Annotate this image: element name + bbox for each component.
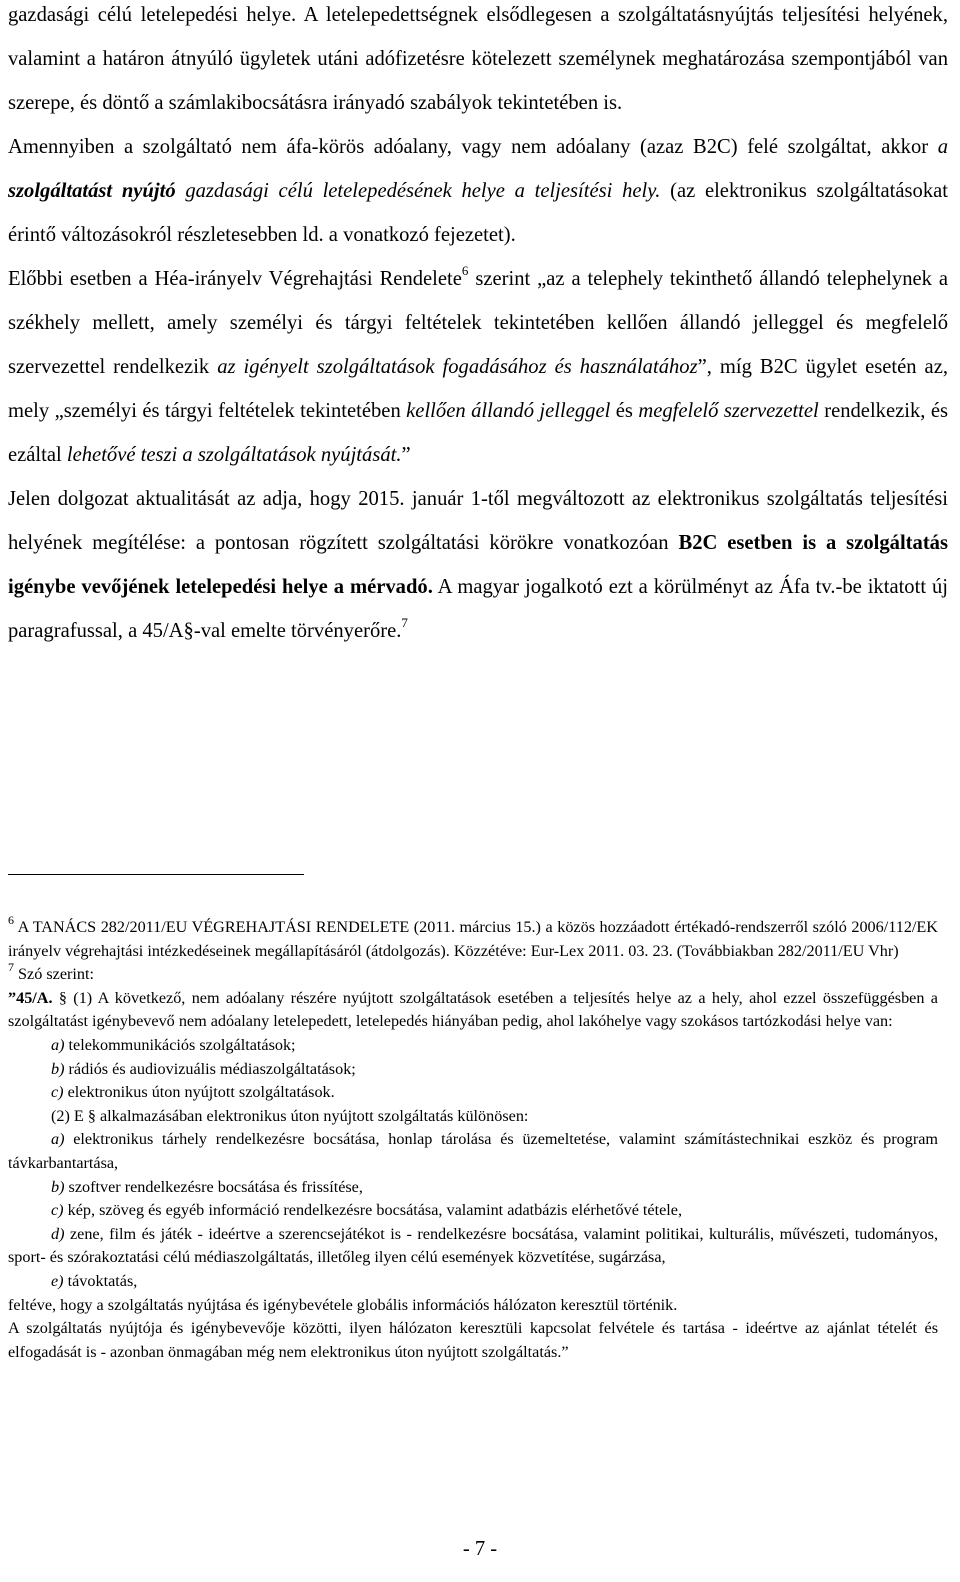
law-e-item-d: d) zene, film és játék - ideértve a szerencsejátékot is - rendelkezésre bocsátása, valamint politikai, kulturális, művészeti, tudományos, sport- és szórakoztatási célú médiaszolgáltatás, illetőleg ilyen célú események közvetítése, sugárzása,: [8, 1224, 938, 1267]
page-number: - 7 -: [462, 1538, 498, 1560]
law-e-item-e: e) távoktatás,: [51, 1271, 138, 1290]
footnote-ref-7[interactable]: 7: [401, 615, 408, 631]
footnote-ref-6[interactable]: 6: [461, 263, 469, 279]
law-e-item-a: a) elektronikus tárhely rendelkezésre bocsátása, honlap tárolása és üzemeltetése, valamint számítástechnikai eszköz és program távkarbantartása,: [8, 1130, 938, 1172]
paragraph-2: Amennyiben a szolgáltató nem áfa-körös adóalany, vagy nem adóalany (azaz B2C) felé szolgáltat, akkor a szolgáltatást nyújtó gazdasági célú letelepedésének helye a teljesítési hely. (az elektronikus szolgáltatásokat érintő változásokról részletesebben ld. a vonatkozó fejezetet).: [8, 136, 948, 246]
law-item-c: c) elektronikus úton nyújtott szolgáltatások.: [51, 1083, 335, 1102]
footnote-7: $^7$ Szó szerint:: [8, 959, 95, 984]
paragraph-3: Előbbi esetben a Héa-irányelv Végrehajtási Rendelete$^6$ szerint „az a telephely tekinthető állandó telephelynek a székhely mellett, amely személyi és tárgyi feltételek tekintetében kellően állandó jelleggel és megfelelő szervezettel rendelkezik az igényelt szolgáltatások fogadásához és használatához”, míg B2C ügylet esetén az, mely „személyi és tárgyi feltételek tekintetében kellően állandó jelleggel és megfelelő szervezettel rendelkezik, és ezáltal lehetővé teszi a szolgáltatások nyújtását.”: [8, 263, 949, 466]
paragraph-1: gazdasági célú letelepedési helye. A letelepedettségnek elsődlegesen a szolgáltatásnyújtás teljesítési helyének, valamint a határon átnyúló ügyletek utáni adófizetésre kötelezett személynek meghatározása szempontjából van szerepe, és döntő a számlakibocsátásra irányadó szabályok tekintetében is.: [8, 4, 948, 114]
law-item-a: a) telekommunikációs szolgáltatások;: [51, 1035, 296, 1054]
law-paragraph-2: (2) E § alkalmazásában elektronikus úton nyújtott szolgáltatás különösen:: [51, 1106, 529, 1125]
law-e-item-b: b) szoftver rendelkezésre bocsátása és frissítése,: [51, 1177, 363, 1196]
paragraph-4: Jelen dolgozat aktualitását az adja, hogy 2015. január 1-től megváltozott az elektronikus szolgáltatás teljesítési helyének megítélése: a pontosan rögzített szolgáltatási körökre vonatkozóan B2C esetben is a szolgáltatás igénybe vevőjének letelepedési helye a mérvadó. A magyar jogalkotó ezt a körülményt az Áfa tv.-be iktatott új paragrafussal, a 45/A§-val emelte törvényerőre.$^7$: [8, 488, 948, 642]
law-paragraph-4: A szolgáltatás nyújtója és igénybevevője közötti, ilyen hálózaton keresztüli kapcsolat felvétele és tartása - ideértve az ajánlat tételét és elfogadását is - azonban önmagában még nem elektronikus úton nyújtott szolgáltatás.”: [8, 1319, 938, 1361]
law-item-b: b) rádiós és audiovizuális médiaszolgáltatások;: [51, 1059, 356, 1078]
law-paragraph-1: ”45/A. § (1) A következő, nem adóalany részére nyújtott szolgáltatások esetében a teljesítés helye az a hely, ahol ezzel összefüggésben a szolgáltatást igénybevevő nem adóalany letelepedett, letelepedés hiányában pedig, ahol lakóhelye vagy szokásos tartózkodási helye van:: [8, 988, 938, 1031]
law-paragraph-3: feltéve, hogy a szolgáltatás nyújtása és igénybevétele globális információs hálózaton keresztül történik.: [8, 1295, 678, 1314]
footnote-separator: [8, 874, 304, 875]
footnotes: [8, 912, 938, 1364]
law-e-item-c: c) kép, szöveg és egyéb információ rendelkezésre bocsátása, valamint adatbázis elérhetővé tétele,: [51, 1201, 683, 1220]
footnote-6: $^6$ A TANÁCS 282/2011/EU VÉGREHAJTÁSI RENDELETE (2011. március 15.) a közös hozzáadott értékadó-rendszerről szóló 2006/112/EK irányelv végrehajtási intézkedéseinek megállapításáról (átdolgozás). Közzétéve: Eur-Lex 2011. 03. 23. (Továbbiakban 282/2011/EU Vhr): [8, 912, 938, 960]
main-text: [8, 0, 948, 653]
